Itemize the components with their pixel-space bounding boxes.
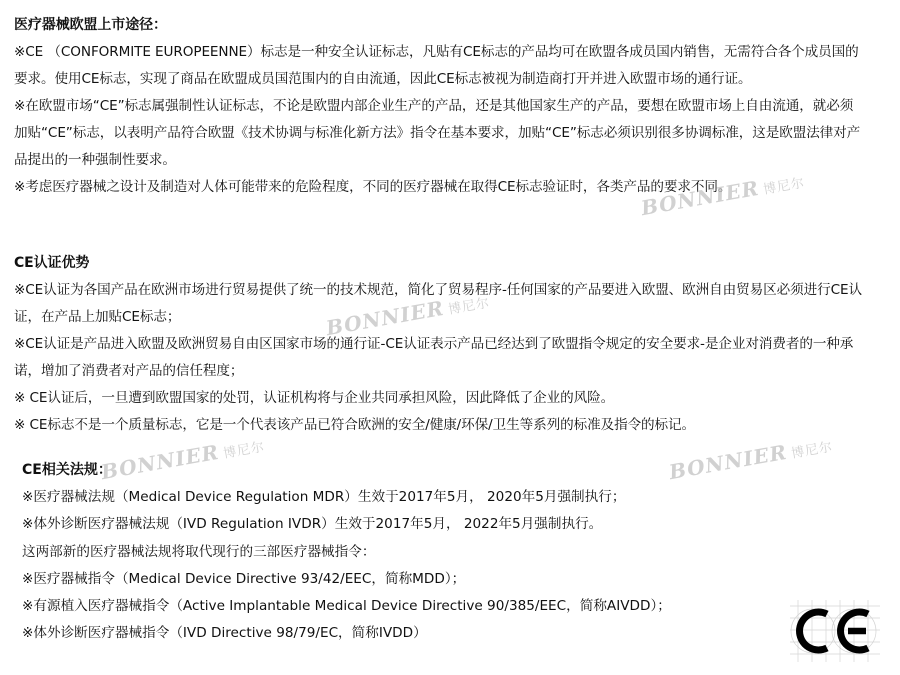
brand-watermark: BONNIER博尼尔 — [639, 175, 807, 221]
regulation-line: ※体外诊断医疗器械指令（IVD Directive 98/79/EC，简称IVDD） — [22, 625, 427, 642]
regulation-line: 这两部新的医疗器械法规将取代现行的三部医疗器械指令： — [22, 543, 376, 560]
paragraph: ※CE （CONFORMITE EUROPEENNE）标志是一种安全认证标志，凡贴有CE标志的产品均可在欧盟各成员国内销售，无需符合各个成员国的要求。使用CE标志，实现了商品在欧盟成员国范围内的自由流通，因此CE标志被视为制造商打开并进入欧盟市场的通行证。 — [14, 44, 859, 87]
brand-watermark: BONNIER博尼尔 — [324, 295, 492, 341]
section-ce-advantages — [14, 250, 864, 439]
ce-mark-icon — [790, 600, 880, 662]
regulation-line: ※体外诊断医疗器械法规（IVD Regulation IVDR）生效于2017年5月， 2022年5月强制执行。 — [22, 516, 603, 533]
paragraph: ※CE认证为各国产品在欧洲市场进行贸易提供了统一的技术规范，简化了贸易程序-任何国家的产品要进入欧盟、欧洲自由贸易区必须进行CE认证，在产品上加贴CE标志； — [14, 282, 862, 325]
section-ce-regulations — [22, 457, 782, 647]
regulation-line: ※有源植入医疗器械指令（Active Implantable Medical Device Directive 90/385/EEC，简称AIVDD）； — [22, 598, 671, 615]
section-heading: 医疗器械欧盟上市途径： — [14, 17, 167, 33]
section-market-access — [14, 12, 864, 201]
section-heading: CE相关法规： — [22, 462, 112, 478]
section-heading: CE认证优势 — [14, 255, 90, 271]
regulation-line: ※医疗器械法规（Medical Device Regulation MDR）生效于2017年5月， 2020年5月强制执行； — [22, 489, 626, 506]
paragraph: ※CE认证是产品进入欧盟及欧洲贸易自由区国家市场的通行证-CE认证表示产品已经达到了欧盟指令规定的安全要求-是企业对消费者的一种承诺，增加了消费者对产品的信任程度； — [14, 336, 854, 379]
paragraph: ※在欧盟市场“CE”标志属强制性认证标志，不论是欧盟内部企业生产的产品，还是其他国家生产的产品，要想在欧盟市场上自由流通，就必须加贴“CE”标志，以表明产品符合欧盟《技术协调与标准化新方法》指令在基本要求，加贴“CE”标志必须识别很多协调标准，这是欧盟法律对产品提出的一种强制性要求。 — [14, 98, 861, 168]
regulation-line: ※医疗器械指令（Medical Device Directive 93/42/EEC，简称MDD）； — [22, 570, 466, 587]
brand-watermark: BONNIER博尼尔 — [99, 439, 267, 485]
paragraph: ※考虑医疗器械之设计及制造对人体可能带来的危险程度，不同的医疗器械在取得CE标志验证时，各类产品的要求不同。 — [14, 179, 732, 195]
brand-watermark: BONNIER博尼尔 — [667, 439, 835, 485]
paragraph: ※ CE认证后，一旦遭到欧盟国家的处罚，认证机构将与企业共同承担风险，因此降低了企业的风险。 — [14, 390, 615, 406]
paragraph: ※ CE标志不是一个质量标志，它是一个代表该产品已符合欧洲的安全/健康/环保/卫生等系列的标准及指令的标记。 — [14, 417, 696, 433]
